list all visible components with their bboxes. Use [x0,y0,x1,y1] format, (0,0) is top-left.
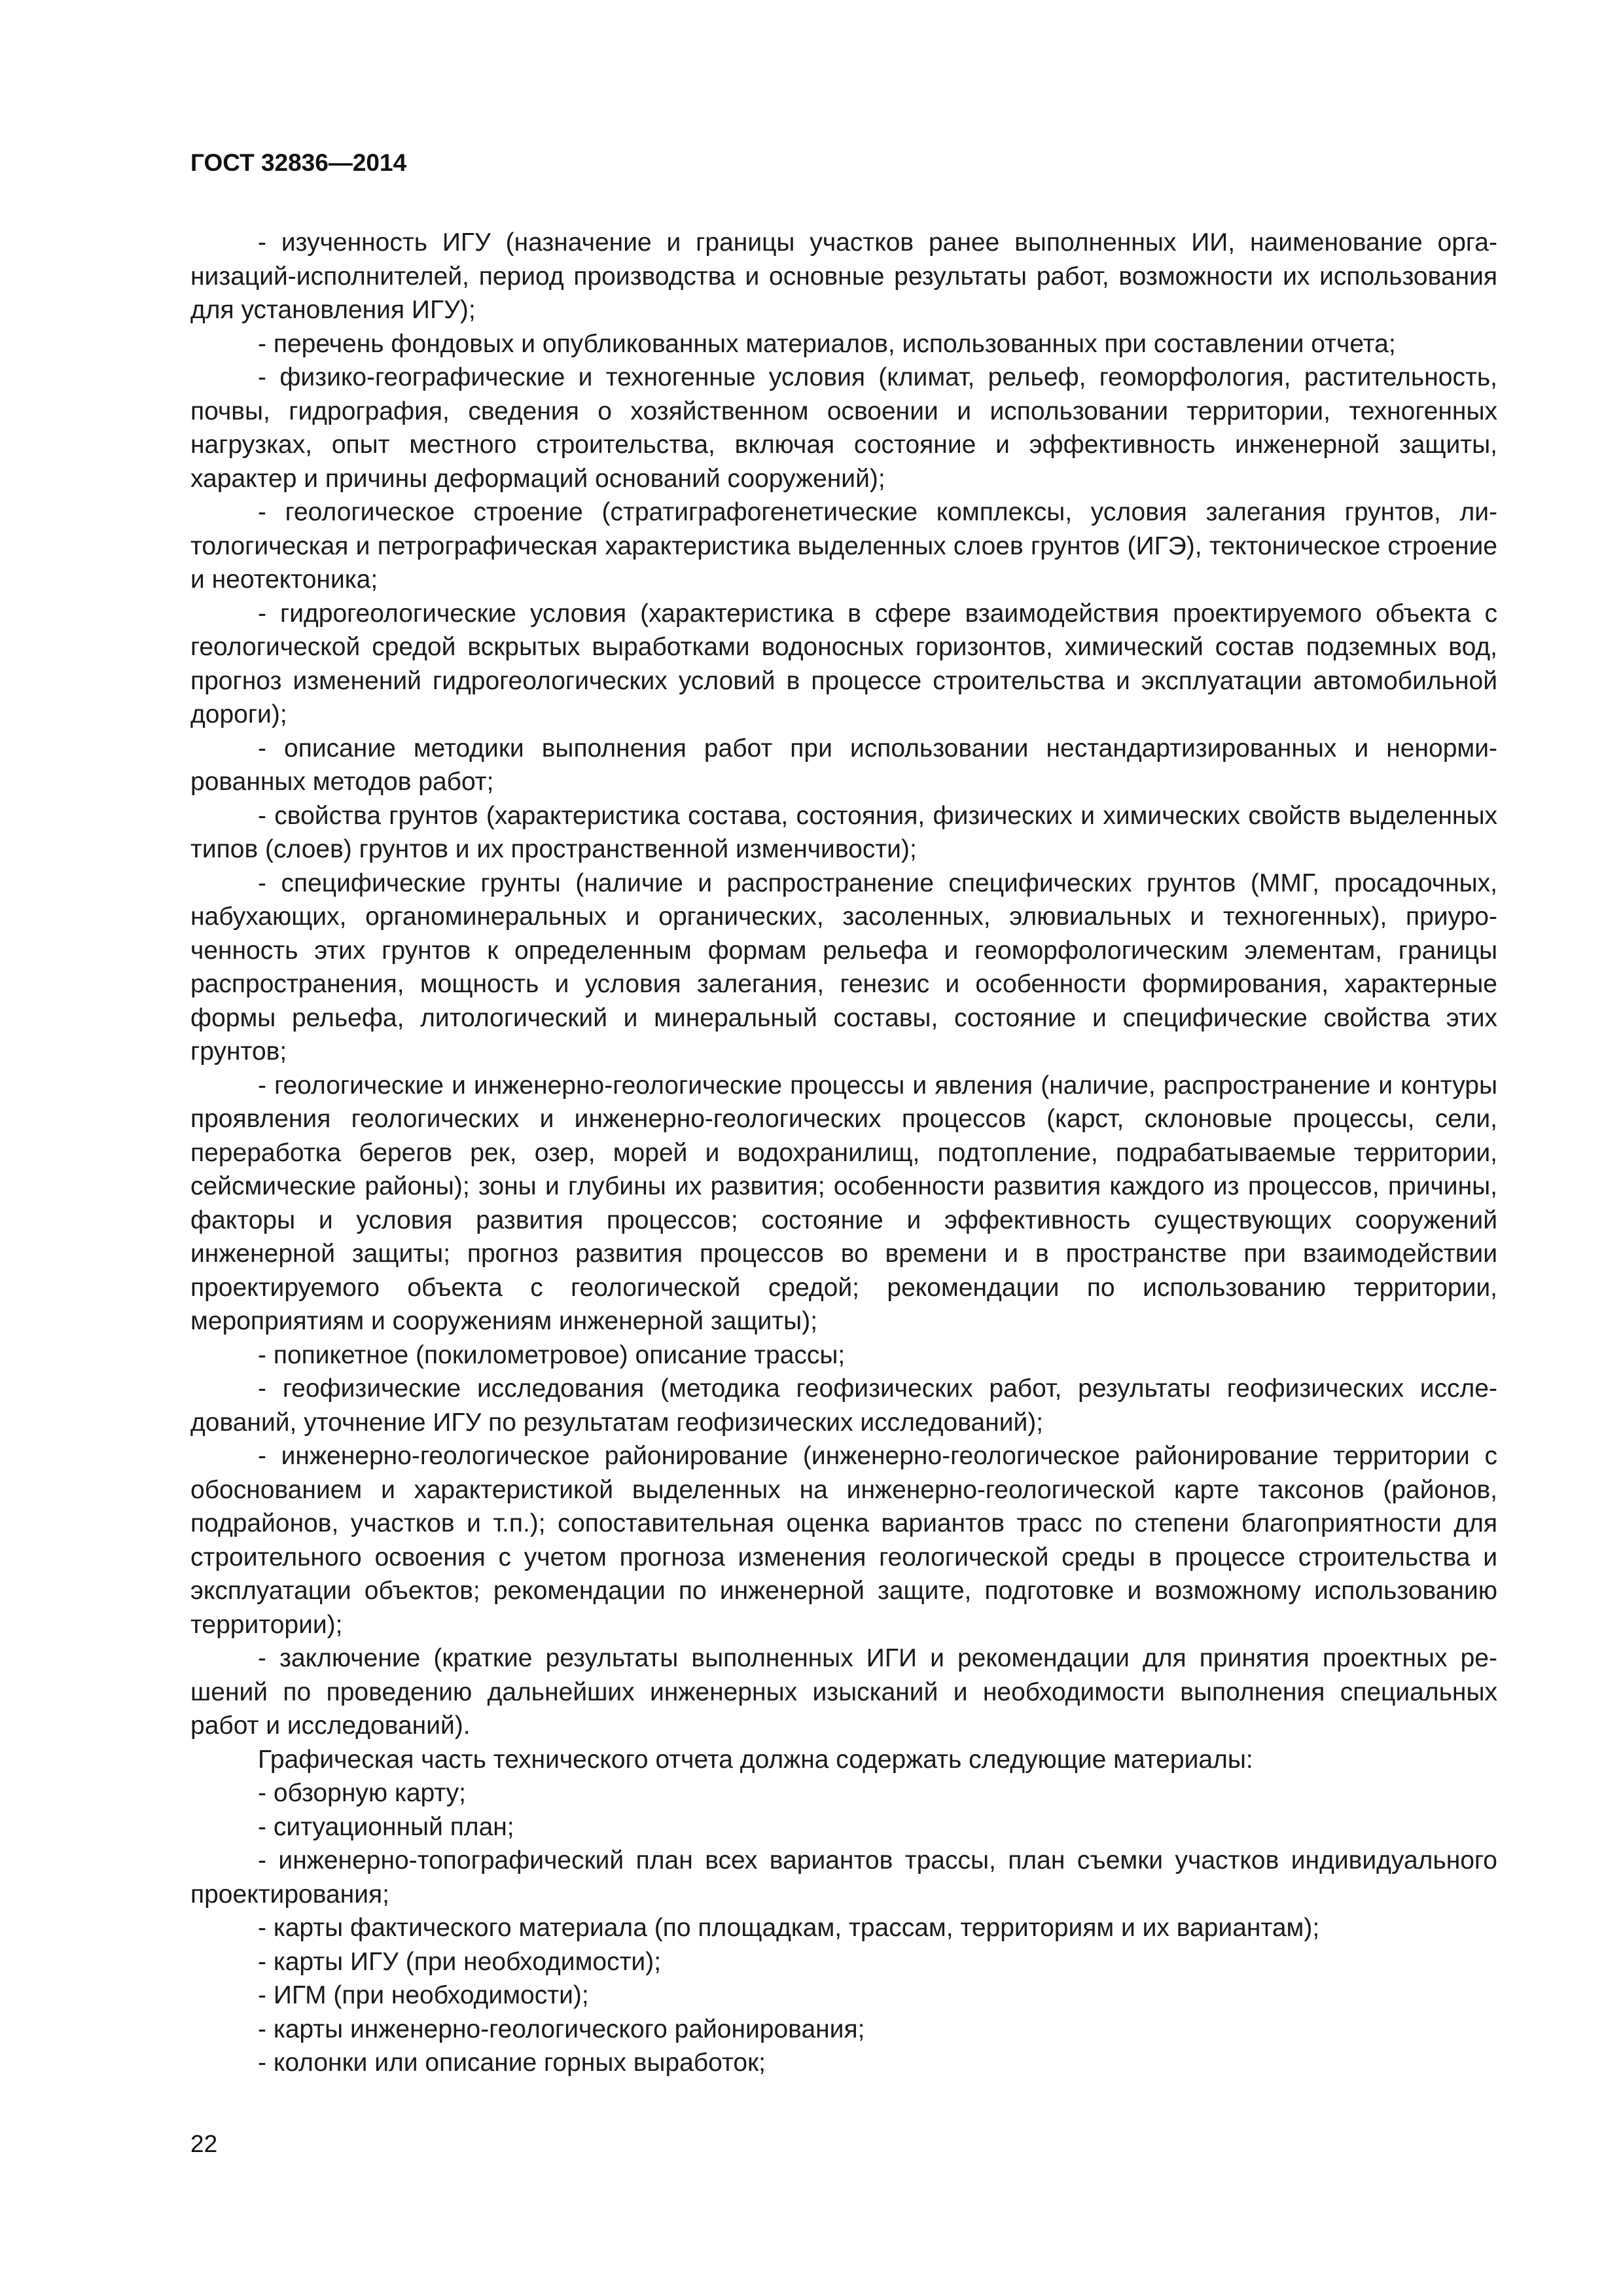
paragraph: - гидрогеологические условия (характеристика в сфере взаимодействия проектируемого объекта с геологической средой вскрытых выработками водоносных горизонтов, химический состав подземных вод, прогноз изменений гидрогеологических условий в процессе строительства и эксплуатации автомобильной дороги); [190,599,1497,728]
list-item: - карты фактического материала (по площадкам, трассам, территориям и их вариантам); [258,1914,1320,1942]
list-item: - инженерно-топографический план всех вариантов трассы, план съемки участков индивидуального проектирования; [190,1846,1497,1909]
list-item: - карты инженерно-геологического районирования; [258,2015,865,2043]
paragraph: - геологическое строение (стратиграфогенетические комплексы, условия залегания грунтов, литологическая и петрографическая характеристика выделенных слоев грунтов (ИГЭ), тектоническое строение и неотектоника; [190,498,1497,594]
paragraph: - попикетное (покилометровое) описание трассы; [258,1340,846,1369]
paragraph: - описание методики выполнения работ при использовании нестандартизированных и ненормированных методов работ; [190,734,1497,796]
page-number: 22 [190,2130,218,2157]
paragraph: - геофизические исследования (методика геофизических работ, результаты геофизических исследований, уточнение ИГУ по результатам геофизических исследований); [190,1374,1497,1437]
list-item: - ИГМ (при необходимости); [258,1981,589,2009]
paragraph: - заключение (краткие результаты выполненных ИГИ и рекомендации для принятия проектных решений по проведению дальнейших инженерных изысканий и необходимости выполнения специальных работ и исследований). [190,1644,1497,1740]
paragraph: - инженерно-геологическое районирование (инженерно-геологическое районирование территории с обоснованием и характеристикой выделенных на инженерно-геологической карте таксонов (районов, подрайонов, участков и т.п.); сопоставительная оценка вариантов трасс по степени благоприятности для строительного освоения с учетом прогноза изменения геологической среды в процессе строительства и эксплуатации объектов; рекомендации по инженерной защите, подготовке и возможному использованию территории); [190,1442,1497,1639]
paragraph: - геологические и инженерно-геологические процессы и явления (наличие, распространение и контуры проявления геологических и инженерно-геологических процессов (карст, склоновые процессы, сели, переработка берегов рек, озер, морей и водохранилищ, подтопление, подрабатываемые территории, сейсмические районы); зоны и глубины их развития; особенности развития каждого из процессов, причины, факторы и условия развития процессов; состояние и эффективность существующих сооружений инженерной защиты; прогноз развития процессов во времени и в пространстве при взаимодействии проектируемого объекта с геологической средой; рекомендации по использованию территории, мероприятиям и сооружениям инженерной защиты); [190,1071,1497,1335]
document-header: ГОСТ 32836—2014 [190,149,407,176]
paragraph: - физико-географические и техногенные условия (климат, рельеф, геоморфология, растительность, почвы, гидрография, сведения о хозяйственном освоении и использовании территории, техногенных нагрузках, опыт местного строительства, включая состояние и эффективность инженерной защиты, характер и причины деформаций оснований сооружений); [190,363,1497,493]
paragraph: - специфические грунты (наличие и распространение специфических грунтов (ММГ, просадочных, набухающих, органоминеральных и органических, засоленных, элювиальных и техногенных), приуроченность этих грунтов к определенным формам рельефа и геоморфологическим элементам, границы распространения, мощность и условия залегания, генезис и особенности формирования, характерные формы рельефа, литологический и минеральный составы, состояние и специфические свойства этих грунтов; [190,869,1497,1066]
document-body [190,226,1497,2080]
paragraph: - изученность ИГУ (назначение и границы участков ранее выполненных ИИ, наименование организаций-исполнителей, период производства и основные результаты работ, возможности их использования для установления ИГУ); [190,228,1497,324]
list-item: - ситуационный план; [258,1812,514,1841]
list-item: - колонки или описание горных выработок; [258,2049,766,2077]
list-item: - карты ИГУ (при необходимости); [258,1947,662,1976]
paragraph: - перечень фондовых и опубликованных материалов, использованных при составлении отчета; [258,329,1396,358]
list-item: - обзорную карту; [258,1779,467,1807]
paragraph: Графическая часть технического отчета должна содержать следующие материалы: [258,1745,1253,1774]
paragraph: - свойства грунтов (характеристика состава, состояния, физических и химических свойств выделенных типов (слоев) грунтов и их пространственной изменчивости); [190,801,1497,863]
